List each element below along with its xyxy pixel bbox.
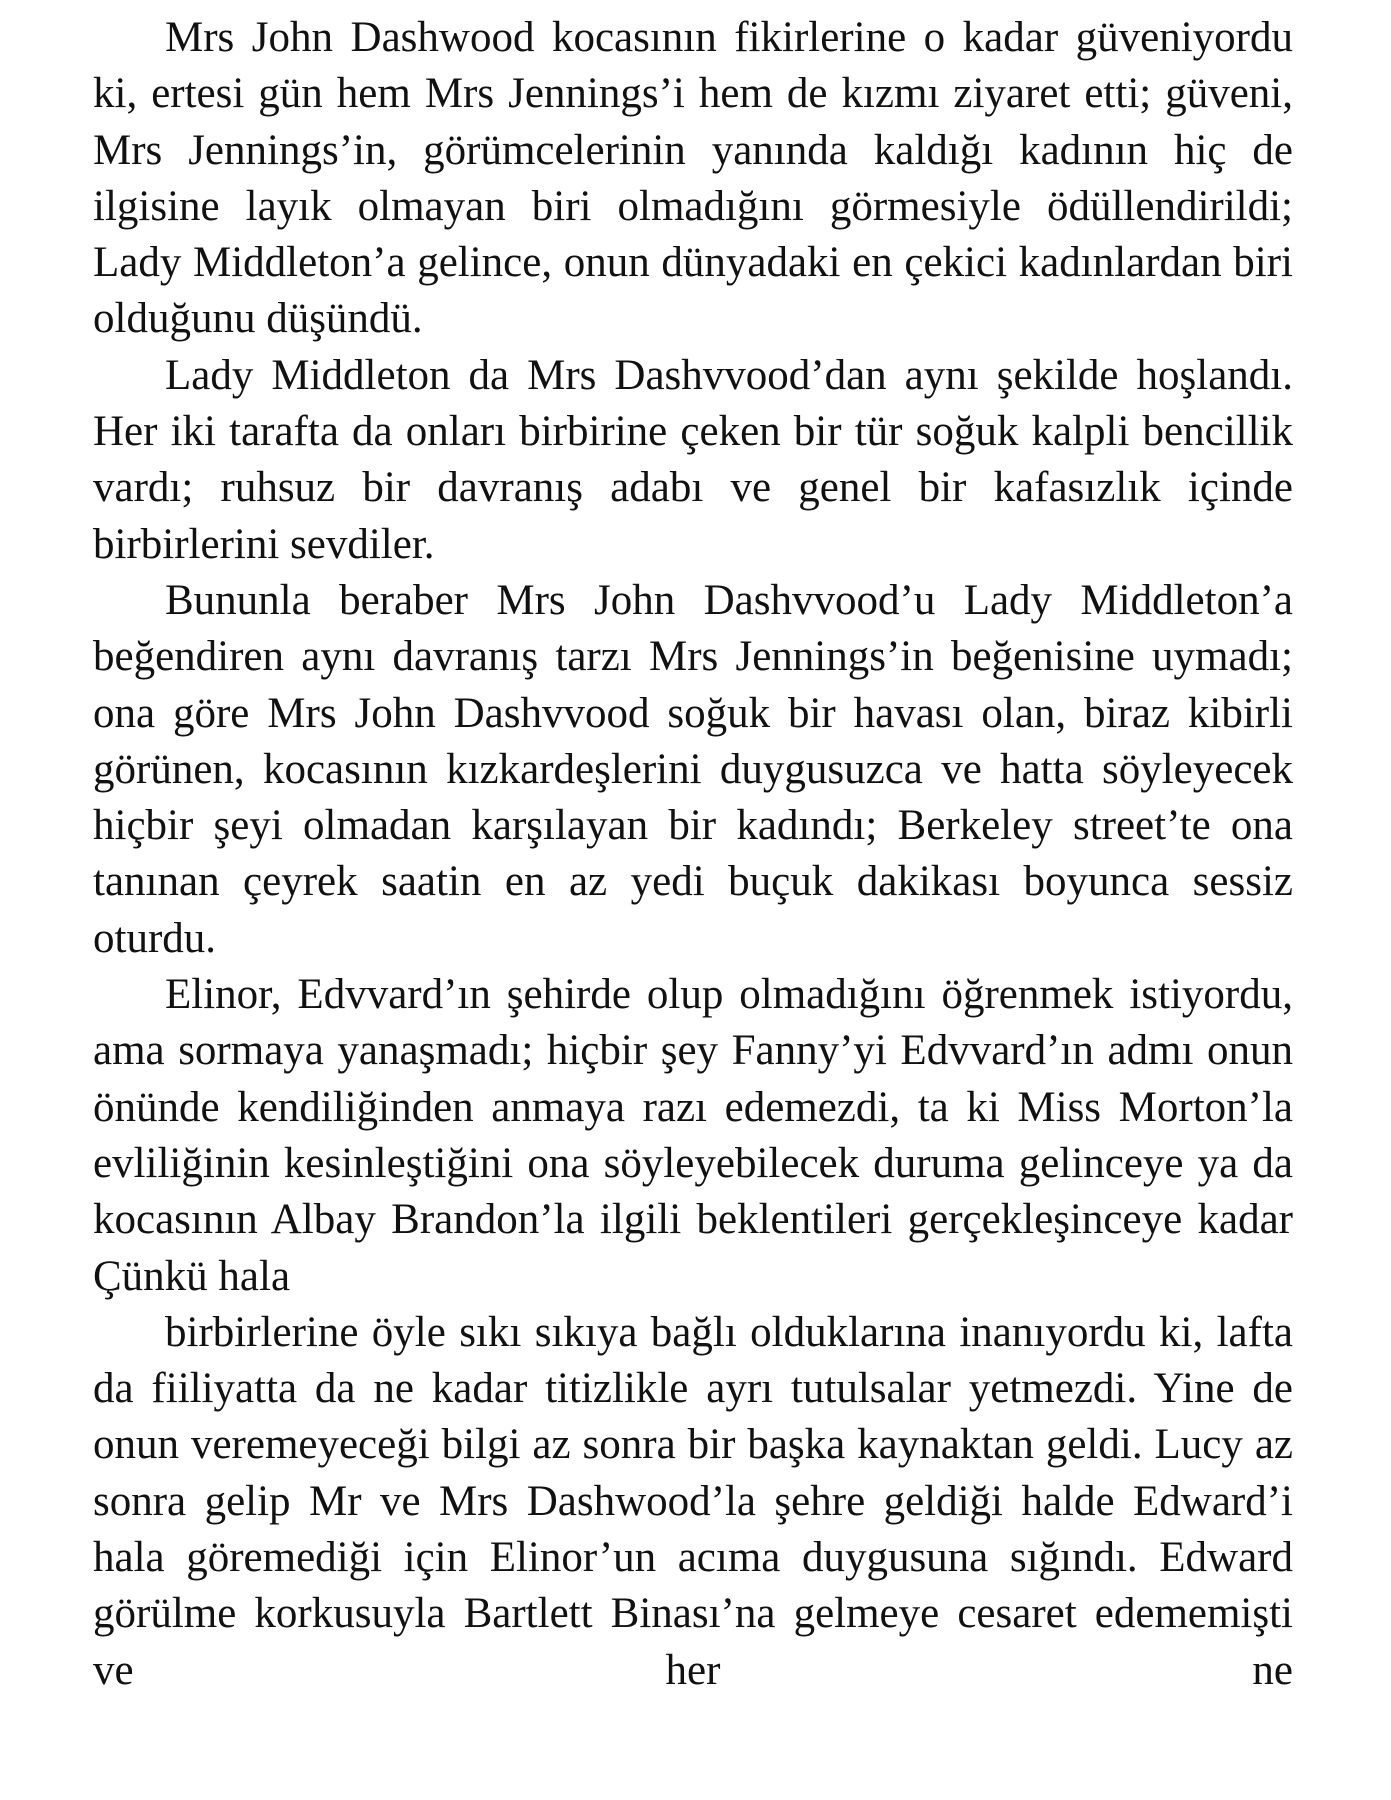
- document-page: [93, 10, 1293, 1699]
- paragraph-5: birbirlerine öyle sıkı sıkıya bağlı olduklarına inanıyordu ki, lafta da fiiliyatta da ne kadar titizlikle ayrı tutulsalar yetmezdi. Yine de onun veremeyeceği bilgi az sonra bir başka kaynaktan geldi. Lucy az sonra gelip Mr ve Mrs Dashwood’la şehre geldiği halde Edward’i hala göremediği için Elinor’un acıma duygusuna sığındı. Edward görülme korkusuyla Bartlett Binası’na gelmeye cesaret edememişti ve her ne: [93, 1308, 1293, 1694]
- paragraph-2: Lady Middleton da Mrs Dashvvood’dan aynı şekilde hoşlandı. Her iki tarafta da onları birbirine çeken bir tür soğuk kalpli bencillik vardı; ruhsuz bir davranış adabı ve genel bir kafasızlık içinde birbirlerini sevdiler.: [93, 351, 1293, 568]
- paragraph-3: Bununla beraber Mrs John Dashvvood’u Lady Middleton’a beğendiren aynı davranış tarzı Mrs Jennings’in beğenisine uymadı; ona göre Mrs John Dashvvood soğuk bir havası olan, biraz kibirli görünen, kocasının kızkardeşlerini duygusuzca ve hatta söyleyecek hiçbir şeyi olmadan karşılayan bir kadındı; Berkeley street’te ona tanınan çeyrek saatin en az yedi buçuk dakikası boyunca sessiz oturdu.: [93, 576, 1293, 962]
- paragraph-4: Elinor, Edvvard’ın şehirde olup olmadığını öğrenmek istiyordu, ama sormaya yanaşmadı; hiçbir şey Fanny’yi Edvvard’ın admı onun önünde kendiliğinden anmaya razı edemezdi, ta ki Miss Morton’la evliliğinin kesinleştiğini ona söyleyebilecek duruma gelinceye ya da kocasının Albay Brandon’la ilgili beklentileri gerçekleşinceye kadar Çünkü hala: [93, 971, 1293, 1300]
- paragraph-1: Mrs John Dashwood kocasının fikirlerine o kadar güveniyordu ki, ertesi gün hem Mrs Jennings’i hem de kızmı ziyaret etti; güveni, Mrs Jennings’in, görümcelerinin yanında kaldığı kadının hiç de ilgisine layık olmayan biri olmadığını görmesiyle ödüllendirildi; Lady Middleton’a gelince, onun dünyadaki en çekici kadınlardan biri olduğunu düşündü.: [93, 14, 1293, 343]
